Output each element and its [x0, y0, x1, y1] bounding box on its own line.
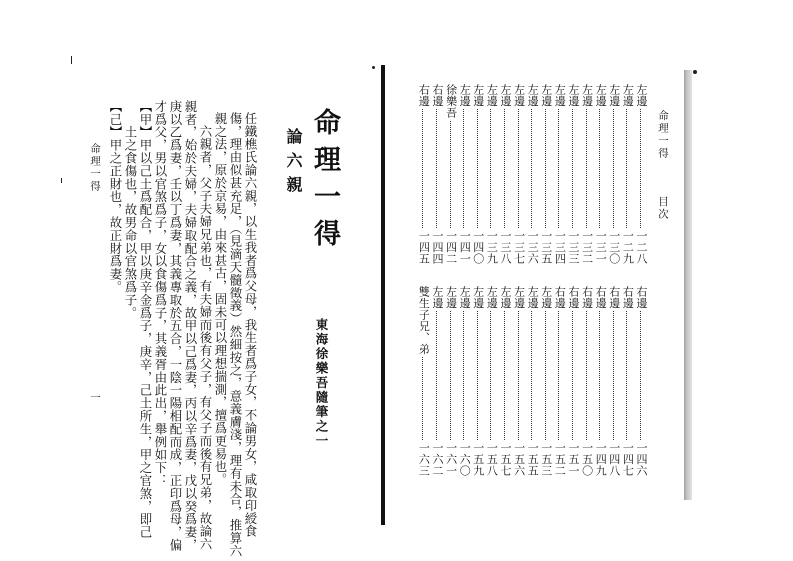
toc-page-number: 一三八	[499, 230, 512, 265]
book-title: 命理一得	[309, 108, 340, 256]
toc-leader-dots	[586, 311, 588, 440]
body-column-10: 【己】甲之正財也，故正財爲妻。	[108, 100, 123, 294]
toc-entry-label: 左邊	[499, 84, 512, 107]
toc-leader-dots	[450, 121, 452, 229]
toc-page-number: 一三七	[512, 230, 526, 265]
toc-page-number: 一五七	[499, 442, 512, 477]
body-column-6: 庚以乙爲妻，壬以丁爲妻，其義專取於五合，一陰一陽相配而成，正印爲母，偏	[168, 100, 183, 552]
toc-leader-dots	[436, 311, 438, 440]
toc-page-number: 一三五	[539, 230, 553, 265]
toc-page-number: 一四二	[444, 230, 458, 265]
toc-page-number: 一六二	[431, 442, 444, 477]
toc-entry-label: 右邊	[567, 286, 580, 309]
toc-entry	[633, 286, 649, 477]
toc-entry	[497, 84, 513, 265]
toc-leader-dots	[613, 109, 615, 228]
toc-leader-dots	[463, 311, 465, 440]
toc-entry-label: 左邊	[431, 286, 444, 309]
toc-leader-dots	[490, 311, 492, 440]
toc-leader-dots	[640, 311, 642, 440]
running-header-right: 目次	[657, 196, 669, 221]
toc-leader-dots	[531, 109, 533, 228]
toc-entry-label: 左邊	[471, 286, 485, 309]
body-column-4: 六親者，父子夫婦兄弟也，有夫婦而後有父子，有父子而後有兄弟，故論六	[198, 112, 213, 551]
toc-entry	[633, 84, 649, 265]
toc-leader-dots	[518, 311, 520, 440]
toc-leader-dots	[422, 357, 424, 440]
toc-leader-dots	[572, 311, 574, 440]
toc-page-number: 一六一	[444, 442, 458, 477]
toc-leader-dots	[586, 109, 588, 228]
toc-leader-dots	[599, 311, 601, 440]
toc-leader-dots	[599, 109, 601, 228]
toc-entry	[606, 84, 622, 265]
toc-entry-label: 右邊	[607, 286, 621, 309]
toc-page-number: 一五八	[485, 442, 499, 477]
toc-leader-dots	[477, 109, 479, 228]
toc-entry-label: 右邊	[621, 286, 635, 309]
toc-entry-label: 右邊	[417, 84, 431, 107]
toc-entry	[470, 286, 486, 477]
toc-entry-label: 右邊	[431, 84, 444, 107]
toc-entry	[415, 84, 431, 265]
toc-entry-label: 左邊	[607, 84, 621, 107]
toc-page-number: 一五二	[553, 442, 567, 477]
body-column-9: 土之食傷也，故男命以官煞爲子。	[123, 100, 138, 320]
body-column-1: 任鐵樵氏論六親，以生我者爲父母，我生者爲子女，不論男女，咸取印綬食	[243, 112, 258, 538]
body-column-2: 傷，理由似甚充足，（見滴天髓徵義）然細按之，意義膚淺，理有未合，推算六	[228, 112, 243, 558]
toc-leader-dots	[558, 311, 560, 440]
toc-entry	[497, 286, 513, 477]
toc-entry-label: 左邊	[526, 286, 540, 309]
toc-page-number: 一三九	[485, 230, 499, 265]
toc-entry-label: 左邊	[458, 84, 472, 107]
toc-page-number: 一五六	[512, 442, 526, 477]
toc-entry-label: 左邊	[512, 84, 526, 107]
toc-leader-dots	[490, 109, 492, 228]
body-column-8: 【甲】甲以己土爲配合，甲以庚辛金爲子，庚辛，己土所生，甲之官煞，即己	[138, 100, 153, 539]
toc-leader-dots	[504, 311, 506, 440]
body-column-3: 親之法，原於京易，由來甚古，固未可以理想揣測，擅爲更易也。	[213, 112, 228, 487]
toc-page-number: 一四九	[594, 442, 608, 477]
page-edge-shadow	[684, 70, 692, 500]
toc-leader-dots	[477, 311, 479, 440]
toc-leader-dots	[436, 109, 438, 228]
toc-leader-dots	[572, 109, 574, 228]
toc-page-number: 一五三	[539, 442, 553, 477]
toc-entry	[565, 286, 581, 477]
toc-page-number: 一五五	[526, 442, 540, 477]
edge-mark	[71, 56, 72, 64]
toc-page-number: 一五九	[471, 442, 485, 477]
toc-leader-dots	[518, 109, 520, 228]
toc-entry	[470, 84, 486, 265]
toc-leader-dots	[504, 109, 506, 228]
toc-page-number: 一五〇	[580, 442, 594, 477]
toc-entry-label: 左邊	[635, 84, 648, 107]
toc-page-number: 一二九	[621, 230, 635, 265]
section-title: 論六親	[284, 128, 303, 200]
speck	[693, 70, 697, 74]
toc-entry-label: 右邊	[594, 286, 608, 309]
toc-entry-label: 左邊	[485, 286, 499, 309]
toc-entry-label: 左邊	[553, 84, 567, 107]
toc-page-number: 一四八	[607, 442, 621, 477]
toc-entry	[565, 84, 581, 265]
page-number: 一	[89, 392, 101, 405]
toc-page-number: 一四七	[621, 442, 635, 477]
toc-entry-label: 左邊	[594, 84, 608, 107]
toc-page-number: 一五一	[567, 442, 580, 477]
body-column-5: 親者，始於夫婦，夫婦取配合之義，故甲以己爲妻，丙以辛爲妻，戊以癸爲妻，	[183, 100, 198, 552]
toc-page-number: 一三三	[567, 230, 580, 265]
body-column-7: 才爲父，男以官煞爲子，女以食傷爲子，其義胥由此出，舉例如下：	[153, 100, 168, 487]
toc-page-number: 一六〇	[458, 442, 472, 477]
toc-page-number: 一四六	[635, 442, 648, 477]
toc-entry	[606, 286, 622, 477]
toc-page-number: 一四四	[431, 230, 444, 265]
edge-mark	[61, 178, 62, 183]
toc-leader-dots	[626, 109, 628, 228]
toc-entry	[538, 84, 554, 265]
toc-entry-label: 左邊	[539, 84, 553, 107]
speck	[372, 66, 375, 69]
toc-leader-dots	[613, 311, 615, 440]
toc-page-number: 一二八	[635, 230, 648, 265]
toc-entry-label: 左邊	[485, 84, 499, 107]
toc-leader-dots	[463, 109, 465, 228]
toc-entry-label: 右邊	[635, 286, 648, 309]
toc-leader-dots	[450, 311, 452, 440]
right-page	[383, 0, 793, 561]
toc-page-number: 一三六	[526, 230, 540, 265]
author-line: 東海徐樂吾隨筆之一	[314, 318, 329, 449]
toc-entry	[538, 286, 554, 477]
toc-entry-label: 左邊	[458, 286, 472, 309]
toc-leader-dots	[558, 109, 560, 228]
toc-page-number: 一三二	[580, 230, 594, 265]
toc-entry-label: 左邊	[567, 84, 580, 107]
toc-entry-label: 右邊	[553, 286, 567, 309]
toc-leader-dots	[545, 109, 547, 228]
running-header: 命理一得	[657, 110, 669, 160]
toc-page-number: 一四五	[417, 230, 431, 265]
left-page	[0, 0, 383, 561]
toc-entry-label: 左邊	[499, 286, 512, 309]
toc-entry	[415, 286, 431, 477]
toc-entry-label: 左邊	[471, 84, 485, 107]
toc-leader-dots	[626, 311, 628, 440]
toc-page-number: 一六三	[417, 442, 431, 477]
toc-leader-dots	[640, 109, 642, 228]
toc-entry-label: 左邊	[526, 84, 540, 107]
toc-entry-label: 左邊	[580, 84, 594, 107]
toc-leader-dots	[531, 311, 533, 440]
toc-entry-label: 左邊	[539, 286, 553, 309]
toc-page-number: 一四一	[458, 230, 472, 265]
toc-entry	[429, 84, 445, 265]
toc-entry-label: 左邊	[444, 286, 458, 309]
toc-page-number: 一四〇	[471, 230, 485, 265]
toc-entry-label: 右邊	[580, 286, 594, 309]
page-footer: 命理一得	[89, 143, 101, 193]
toc-entry-label: 左邊	[512, 286, 526, 309]
toc-entry-label: 徐樂吾	[444, 84, 458, 119]
toc-entry-label: 雙生子兄、弟	[417, 286, 431, 355]
toc-leader-dots	[422, 109, 424, 228]
toc-page-number: 一三一	[594, 230, 608, 265]
toc-leader-dots	[545, 311, 547, 440]
toc-page-number: 一三四	[553, 230, 567, 265]
toc-entry-label: 左邊	[621, 84, 635, 107]
toc-page-number: 一三〇	[607, 230, 621, 265]
toc-entry	[429, 286, 445, 477]
